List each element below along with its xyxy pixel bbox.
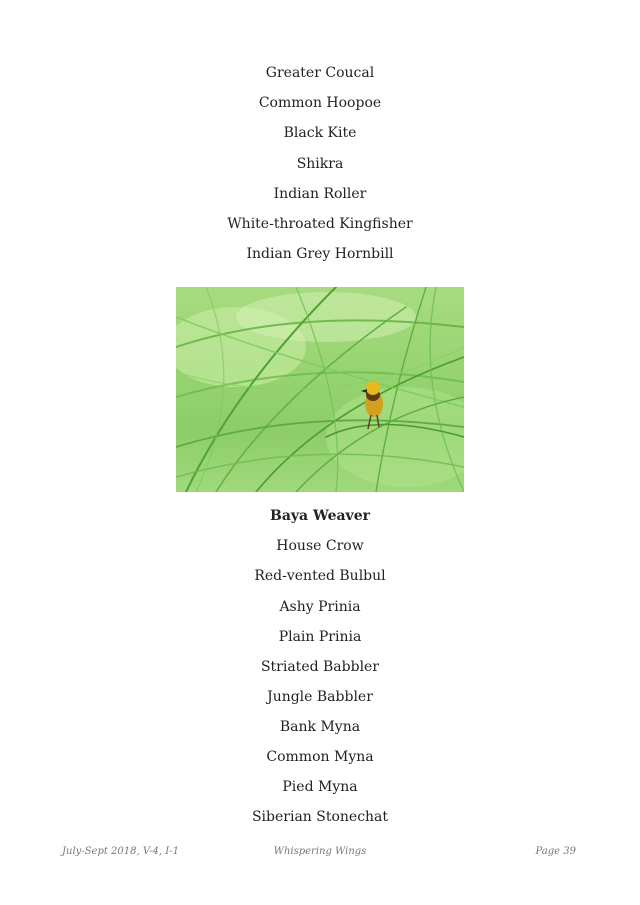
list-item: Plain Prinia (278, 629, 362, 645)
list-item: Shikra (296, 156, 344, 172)
list-item: Common Hoopoe (258, 95, 382, 111)
list-item: Red-vented Bulbul (254, 568, 386, 584)
list-item: Pied Myna (282, 779, 358, 795)
list-item: Siberian Stonechat (251, 809, 389, 825)
list-item: Black Kite (283, 125, 357, 141)
list-item: White-throated Kingfisher (227, 216, 413, 232)
footer-issue: July-Sept 2018, V-4, I-1 (62, 846, 179, 857)
list-item: Indian Grey Hornbill (246, 246, 394, 262)
list-item: Jungle Babbler (267, 689, 373, 705)
baya-weaver-photo (176, 287, 464, 492)
footer-journal: Whispering Wings (273, 846, 367, 857)
page-footer (0, 846, 640, 862)
photo-caption: Baya Weaver (270, 508, 370, 524)
list-item: Striated Babbler (260, 659, 380, 675)
list-item: Greater Coucal (265, 65, 375, 81)
list-item: Common Myna (266, 749, 374, 765)
footer-page-number: Page 39 (535, 846, 576, 857)
grass-bird-illustration (176, 287, 464, 492)
list-item: Ashy Prinia (279, 599, 361, 615)
list-item: House Crow (276, 538, 364, 554)
list-item: Bank Myna (279, 719, 361, 735)
list-item: Indian Roller (273, 186, 367, 202)
